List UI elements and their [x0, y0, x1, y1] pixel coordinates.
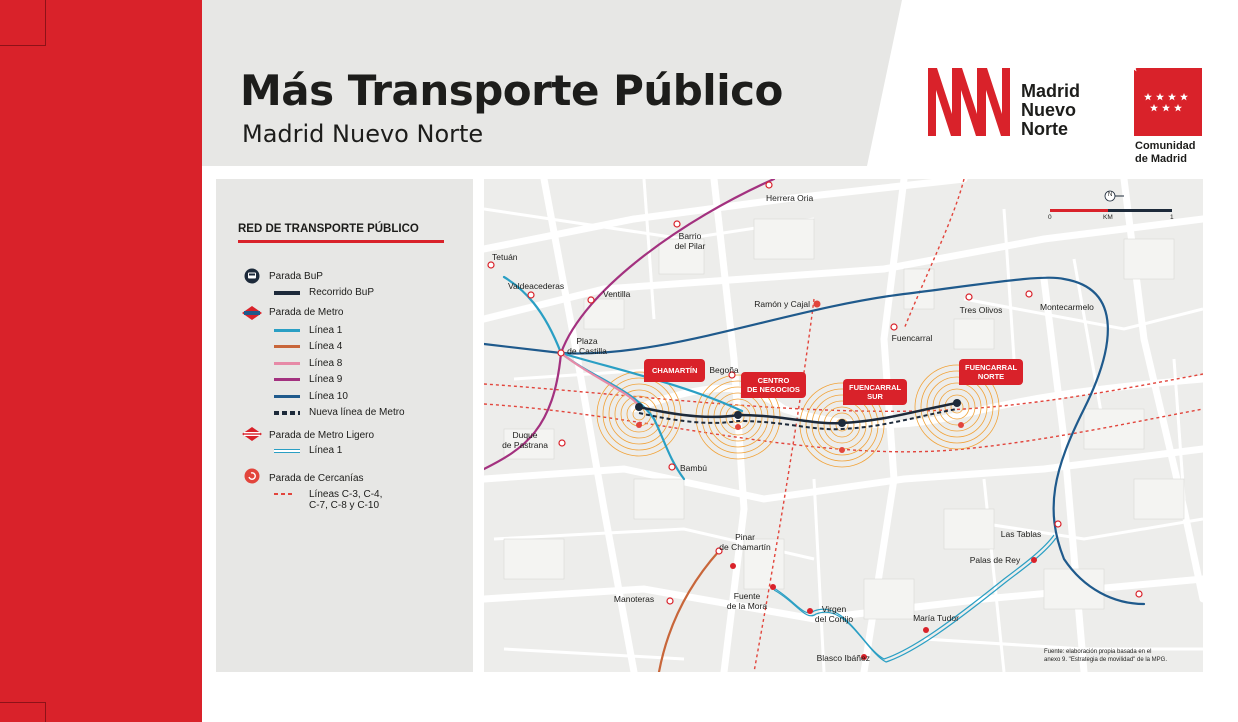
legend-cercanias-stop: Parada de Cercanías — [269, 473, 364, 484]
light-metro-stop-icon — [241, 426, 263, 442]
madrid-nuevo-norte-logo — [928, 68, 1098, 138]
linea1-swatch — [274, 329, 300, 332]
bus-stop-icon — [241, 268, 263, 284]
label-maria-tudor: María Tudor — [913, 613, 959, 623]
linea8-swatch — [274, 362, 300, 365]
area-tag-fuencarral-sur: FUENCARRAL SUR — [843, 379, 907, 405]
legend-title: RED DE TRANSPORTE PÚBLICO — [238, 223, 419, 235]
area-tag-centro-negocios: CENTRO DE NEGOCIOS — [741, 372, 806, 398]
linea10-swatch — [274, 395, 300, 398]
label-duque-pastrana: Duque de Pastrana — [502, 430, 548, 450]
page-title: Más Transporte Público — [240, 66, 783, 115]
mnn-logo-text: Madrid Nuevo Norte — [1021, 81, 1081, 139]
label-fuente-mora: Fuente de la Mora — [726, 591, 768, 611]
legend-linea8: Línea 8 — [309, 358, 343, 369]
scale-zero: 0 — [1048, 214, 1052, 221]
label-pinar-chamartin: Pinar de Chamartín — [719, 532, 771, 552]
light-line1-swatch — [274, 449, 300, 453]
legend-linea4: Línea 4 — [309, 341, 343, 352]
label-herrera-oria: Herrera Oria — [766, 193, 814, 203]
label-tres-olivos: Tres Olivos — [959, 305, 1003, 315]
label-ventilla: Ventilla — [603, 289, 631, 299]
metro-stop-icon — [241, 305, 263, 321]
label-plaza-castilla: Plaza de Castilla — [567, 336, 607, 356]
scale-one: 1 — [1170, 214, 1174, 221]
label-tetuan: Tetuán — [492, 252, 518, 262]
cercanias-stop-icon — [241, 468, 263, 484]
legend-linea10: Línea 10 — [309, 391, 348, 402]
scale-unit: KM — [1103, 214, 1113, 221]
legend-new-metro: Nueva línea de Metro — [309, 407, 405, 418]
label-manoteras: Manoteras — [613, 594, 655, 604]
source-note: Fuente: elaboración propia basada en el anexo 9. "Estrategia de movilidad" de la MPG. — [1044, 649, 1167, 663]
page-subtitle: Madrid Nuevo Norte — [242, 120, 484, 148]
label-barrio-pilar: Barrio del Pilar — [674, 231, 706, 251]
legend-bup-route: Recorrido BuP — [309, 287, 375, 298]
transport-map — [484, 179, 1203, 672]
legend-panel — [216, 179, 473, 672]
legend-cercanias-line-b: C-7, C-8 y C-10 — [309, 500, 380, 511]
crop-mark-bottom — [0, 702, 46, 722]
legend-metro-stop: Parada de Metro — [269, 307, 344, 318]
label-fuencarral: Fuencarral — [891, 333, 933, 343]
legend-title-underline — [238, 240, 444, 243]
label-bambu: Bambú — [680, 463, 707, 473]
label-virgen-cortijo: Virgen del Cortijo — [814, 604, 854, 624]
label-palas-rey: Palas de Rey — [969, 555, 1021, 565]
linea4-swatch — [274, 345, 300, 348]
map-canvas — [484, 179, 1203, 672]
label-montecarmelo: Montecarmelo — [1040, 302, 1094, 312]
legend-light-line1: Línea 1 — [309, 445, 343, 456]
linea9-swatch — [274, 378, 300, 381]
area-tag-chamartin: CHAMARTÍN — [644, 359, 705, 382]
legend-bup-stop: Parada BuP — [269, 271, 323, 282]
area-tag-fuencarral-norte: FUENCARRAL NORTE — [959, 359, 1023, 385]
new-metro-swatch — [274, 411, 300, 415]
north-label: N — [1108, 192, 1113, 198]
label-begona: Begoña — [709, 365, 739, 375]
cercanias-swatch — [274, 493, 294, 495]
legend-linea1: Línea 1 — [309, 325, 343, 336]
bup-route-swatch — [274, 291, 300, 295]
comunidad-de-madrid-logo — [1134, 68, 1210, 168]
label-las-tablas: Las Tablas — [1000, 529, 1042, 539]
mnn-logo-icon — [928, 68, 1010, 136]
label-ramon-cajal: Ramón y Cajal — [754, 299, 810, 309]
crop-mark-top — [0, 0, 46, 46]
label-blasco-ibanez: Blasco Ibáñez — [816, 653, 870, 663]
legend-cercanias-line-a: Líneas C-3, C-4, — [309, 489, 383, 500]
legend-linea9: Línea 9 — [309, 374, 343, 385]
label-valdeacederas: Valdeacederas — [508, 281, 565, 291]
cm-logo-text: Comunidad de Madrid — [1135, 140, 1196, 165]
red-side-bar — [0, 0, 202, 722]
cm-flag-icon — [1134, 68, 1202, 136]
legend-light-metro-stop: Parada de Metro Ligero — [269, 430, 375, 441]
